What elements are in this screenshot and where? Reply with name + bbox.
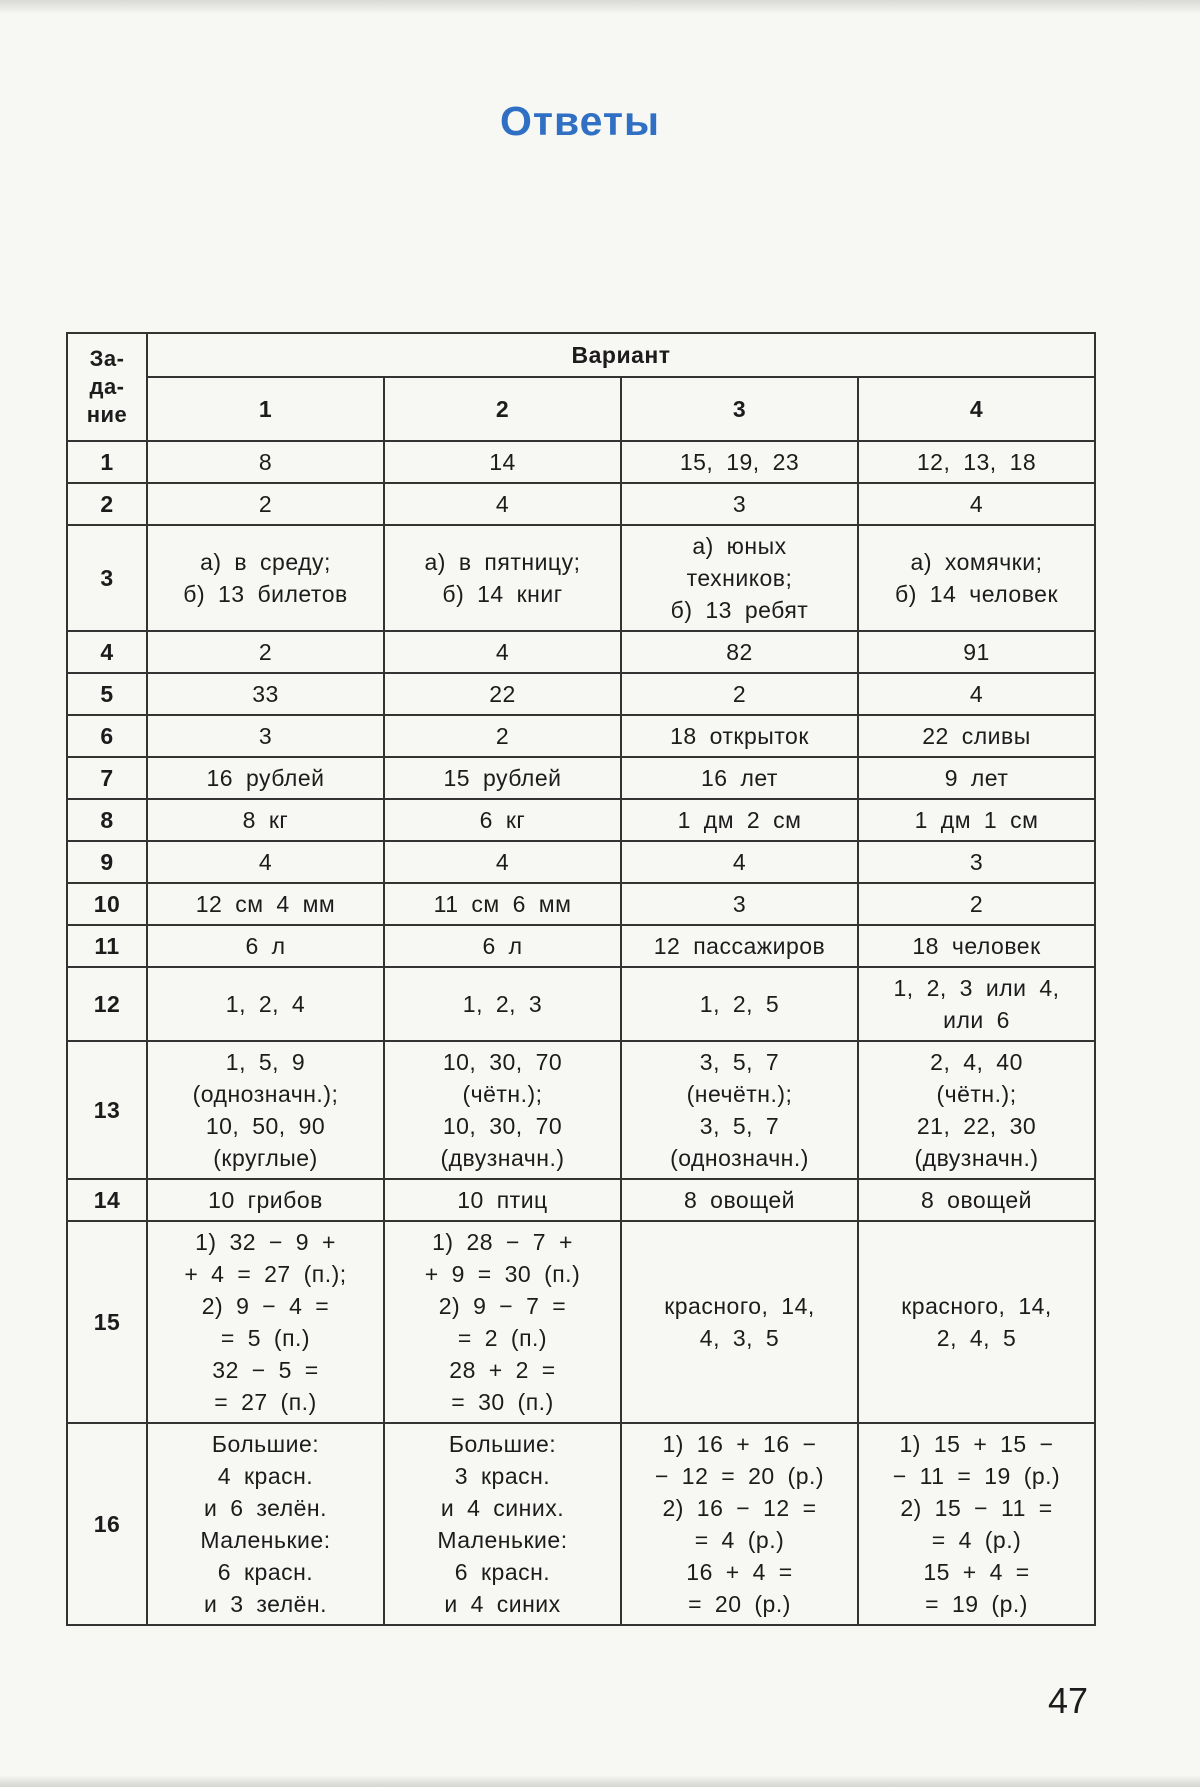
answer-cell-variant-4 [858, 967, 1095, 1041]
corner-header-line: За- [89, 346, 125, 371]
answer-cell-variant-1 [147, 925, 384, 967]
variant-header-3: 3 [621, 377, 858, 441]
answer-line: 14 [489, 449, 516, 475]
answer-line: 15 + 4 = [923, 1559, 1030, 1585]
answer-line: 8 кг [242, 807, 289, 833]
task-number-cell: 1 [67, 441, 147, 483]
answer-cell-variant-2 [384, 925, 621, 967]
task-number-cell: 16 [67, 1423, 147, 1625]
answer-line: 2, 4, 40 [930, 1049, 1023, 1075]
page-number: 47 [1047, 1680, 1088, 1721]
answer-line: 1 дм 2 см [677, 807, 802, 833]
answer-line: 12, 13, 18 [916, 449, 1037, 475]
answer-cell-variant-3 [621, 1423, 858, 1625]
answer-cell-variant-3 [621, 715, 858, 757]
answer-line: 9 лет [944, 765, 1009, 791]
answer-cell-variant-3 [621, 967, 858, 1041]
answer-line: а) в пятницу; [424, 549, 581, 575]
answer-cell-variant-2 [384, 757, 621, 799]
table-body [67, 441, 1095, 1625]
answer-cell-variant-4 [858, 1423, 1095, 1625]
answer-cell-variant-3 [621, 841, 858, 883]
answer-line: = 4 (р.) [694, 1527, 785, 1553]
task-number-cell: 9 [67, 841, 147, 883]
answer-cell-variant-1 [147, 525, 384, 631]
answer-cell-variant-1 [147, 967, 384, 1041]
answer-line: = 5 (п.) [220, 1325, 311, 1351]
answer-line: 4 [258, 849, 273, 875]
answer-line: 4 [732, 849, 747, 875]
answer-line: 33 [252, 681, 279, 707]
answer-line: б) 13 ребят [670, 597, 809, 623]
answer-line: а) юных [692, 533, 787, 559]
task-number-cell: 15 [67, 1221, 147, 1423]
answer-cell-variant-2 [384, 441, 621, 483]
answer-line: 2) 9 − 7 = [438, 1293, 567, 1319]
table-row [67, 799, 1095, 841]
task-number-cell: 8 [67, 799, 147, 841]
answer-line: 3 [732, 491, 747, 517]
answer-cell-variant-4 [858, 841, 1095, 883]
answer-cell-variant-4 [858, 483, 1095, 525]
table-row [67, 483, 1095, 525]
answer-line: а) в среду; [200, 549, 331, 575]
answer-line: Большие: [448, 1431, 557, 1457]
answer-line: 91 [963, 639, 990, 665]
answer-line: и 3 зелён. [203, 1591, 328, 1617]
answer-line: 2, 4, 5 [936, 1325, 1017, 1351]
answer-line: красного, 14, [664, 1293, 815, 1319]
table-row [67, 631, 1095, 673]
answer-line: б) 13 билетов [183, 581, 348, 607]
answer-line: 3 [258, 723, 273, 749]
table-row [67, 525, 1095, 631]
answer-cell-variant-4 [858, 631, 1095, 673]
answer-cell-variant-1 [147, 673, 384, 715]
answer-line: и 4 синих. [440, 1495, 565, 1521]
answer-line: 15 рублей [443, 765, 562, 791]
answer-cell-variant-2 [384, 631, 621, 673]
answer-cell-variant-1 [147, 757, 384, 799]
answer-line: Маленькие: [437, 1527, 568, 1553]
answer-line: а) хомячки; [910, 549, 1043, 575]
answer-line: 3 [969, 849, 984, 875]
variant-group-header: Вариант [147, 333, 1095, 377]
answer-cell-variant-1 [147, 1221, 384, 1423]
table-row [67, 1221, 1095, 1423]
answer-line: и 4 синих [444, 1591, 561, 1617]
answer-line: 4 [969, 491, 984, 517]
answer-line: 6 л [482, 933, 523, 959]
task-number-cell: 4 [67, 631, 147, 673]
answer-cell-variant-1 [147, 1423, 384, 1625]
answer-line: б) 14 книг [442, 581, 563, 607]
answer-line: = 2 (п.) [457, 1325, 548, 1351]
variant-header-4: 4 [858, 377, 1095, 441]
answer-line: 2 [732, 681, 747, 707]
answer-line: 18 открыток [670, 723, 809, 749]
answer-line: 1, 2, 3 или 4, [893, 975, 1060, 1001]
answer-line: (однозначн.); [192, 1081, 339, 1107]
task-column-header [67, 333, 147, 441]
answer-line: (нечётн.); [686, 1081, 793, 1107]
answer-line: 10, 50, 90 [205, 1113, 326, 1139]
answer-cell-variant-2 [384, 1041, 621, 1179]
variant-header-2: 2 [384, 377, 621, 441]
answer-cell-variant-4 [858, 1179, 1095, 1221]
answer-line: 4 [495, 849, 510, 875]
answer-line: 1 дм 1 см [914, 807, 1039, 833]
answer-line: 1, 2, 3 [462, 991, 543, 1017]
answer-line: 1) 32 − 9 + [195, 1229, 336, 1255]
answer-line: 21, 22, 30 [916, 1113, 1037, 1139]
answer-line: красного, 14, [901, 1293, 1052, 1319]
answer-line: − 12 = 20 (р.) [654, 1463, 825, 1489]
answer-line: 4 [495, 639, 510, 665]
task-number-cell: 14 [67, 1179, 147, 1221]
answer-line: 11 см 6 мм [433, 891, 572, 917]
answer-cell-variant-4 [858, 1221, 1095, 1423]
answer-line: 2) 9 − 4 = [201, 1293, 330, 1319]
table-row [67, 1041, 1095, 1179]
table-row [67, 925, 1095, 967]
answer-cell-variant-2 [384, 1179, 621, 1221]
answer-line: 6 красн. [454, 1559, 551, 1585]
answer-line: б) 14 человек [895, 581, 1059, 607]
header-row-variants [67, 377, 1095, 441]
answer-line: 2) 16 − 12 = [662, 1495, 817, 1521]
answer-line: (чётн.); [462, 1081, 543, 1107]
table-row [67, 841, 1095, 883]
answer-cell-variant-4 [858, 673, 1095, 715]
answer-line: 22 сливы [922, 723, 1031, 749]
answer-line: 4 красн. [217, 1463, 314, 1489]
answer-line: 12 см 4 мм [195, 891, 336, 917]
answer-line: 16 лет [701, 765, 778, 791]
answer-line: 10, 30, 70 [442, 1113, 563, 1139]
answer-cell-variant-4 [858, 757, 1095, 799]
table-header [67, 333, 1095, 441]
answer-line: 4 [495, 491, 510, 517]
answer-line: = 30 (п.) [451, 1389, 554, 1415]
table-row [67, 673, 1095, 715]
table-row [67, 967, 1095, 1041]
corner-header-line: ние [86, 402, 128, 427]
task-number-cell: 5 [67, 673, 147, 715]
answer-cell-variant-3 [621, 673, 858, 715]
answer-line: Маленькие: [200, 1527, 331, 1553]
answer-line: 22 [489, 681, 516, 707]
task-number-cell: 7 [67, 757, 147, 799]
answer-line: + 4 = 27 (п.); [184, 1261, 347, 1287]
answer-cell-variant-2 [384, 1423, 621, 1625]
answer-line: 1) 15 + 15 − [899, 1431, 1054, 1457]
answer-line: 3 красн. [454, 1463, 551, 1489]
answer-cell-variant-2 [384, 841, 621, 883]
task-number-cell: 11 [67, 925, 147, 967]
answer-cell-variant-3 [621, 441, 858, 483]
answer-line: 8 [258, 449, 273, 475]
answer-cell-variant-3 [621, 1041, 858, 1179]
answer-cell-variant-4 [858, 1041, 1095, 1179]
answer-cell-variant-3 [621, 525, 858, 631]
answer-line: = 27 (п.) [214, 1389, 317, 1415]
answer-line: 2) 15 − 11 = [900, 1495, 1053, 1521]
answer-cell-variant-2 [384, 883, 621, 925]
answer-cell-variant-2 [384, 715, 621, 757]
answer-line: или 6 [943, 1007, 1010, 1033]
answer-cell-variant-1 [147, 883, 384, 925]
answer-line: 1) 16 + 16 − [662, 1431, 817, 1457]
answer-line: 2 [495, 723, 510, 749]
task-number-cell: 10 [67, 883, 147, 925]
answer-line: 10, 30, 70 [442, 1049, 563, 1075]
task-number-cell: 2 [67, 483, 147, 525]
answer-cell-variant-1 [147, 715, 384, 757]
answer-line: 16 + 4 = [686, 1559, 793, 1585]
answer-cell-variant-1 [147, 1041, 384, 1179]
answer-line: 6 кг [479, 807, 526, 833]
answer-line: 10 птиц [457, 1187, 548, 1213]
answer-cell-variant-1 [147, 841, 384, 883]
table-row [67, 1423, 1095, 1625]
answer-line: (круглые) [213, 1145, 318, 1171]
answer-line: (однозначн.) [670, 1145, 809, 1171]
answer-cell-variant-3 [621, 483, 858, 525]
answer-line: 12 пассажиров [653, 933, 826, 959]
answer-line: 1, 5, 9 [225, 1049, 306, 1075]
answer-cell-variant-2 [384, 673, 621, 715]
answer-line: = 19 (р.) [925, 1591, 1028, 1617]
answer-line: 18 человек [912, 933, 1041, 959]
answer-cell-variant-3 [621, 1179, 858, 1221]
answer-cell-variant-3 [621, 1221, 858, 1423]
page-bottom-edge [0, 1775, 1200, 1787]
task-number-cell: 13 [67, 1041, 147, 1179]
corner-header-line: да- [89, 374, 125, 399]
answer-line: техников; [686, 565, 793, 591]
answer-cell-variant-2 [384, 483, 621, 525]
answer-line: + 9 = 30 (п.) [424, 1261, 581, 1287]
task-number-cell: 3 [67, 525, 147, 631]
table-row [67, 757, 1095, 799]
answer-line: 1, 2, 5 [699, 991, 780, 1017]
answer-cell-variant-4 [858, 799, 1095, 841]
answers-table [66, 332, 1096, 1626]
answer-line: (двузначн.) [914, 1145, 1039, 1171]
table-row [67, 441, 1095, 483]
answer-line: 4 [969, 681, 984, 707]
answer-line: 3 [732, 891, 747, 917]
answer-cell-variant-4 [858, 883, 1095, 925]
answer-cell-variant-1 [147, 799, 384, 841]
answer-line: 1) 28 − 7 + [432, 1229, 573, 1255]
answer-line: = 20 (р.) [688, 1591, 791, 1617]
task-number-cell: 12 [67, 967, 147, 1041]
answer-line: 1, 2, 4 [225, 991, 306, 1017]
answer-cell-variant-3 [621, 925, 858, 967]
answer-line: 8 овощей [683, 1187, 796, 1213]
table-row [67, 715, 1095, 757]
answer-line: 2 [258, 491, 273, 517]
table-row [67, 1179, 1095, 1221]
variant-header-1: 1 [147, 377, 384, 441]
answer-cell-variant-1 [147, 441, 384, 483]
answer-line: 3, 5, 7 [699, 1113, 780, 1139]
answer-cell-variant-4 [858, 525, 1095, 631]
answer-cell-variant-3 [621, 631, 858, 673]
page-title: Ответы [500, 98, 660, 144]
answer-line: 3, 5, 7 [699, 1049, 780, 1075]
answer-line: (чётн.); [936, 1081, 1017, 1107]
answer-line: = 4 (р.) [931, 1527, 1022, 1553]
answer-cell-variant-2 [384, 799, 621, 841]
page-top-edge [0, 0, 1200, 14]
answer-line: 2 [258, 639, 273, 665]
answer-line: и 6 зелён. [203, 1495, 328, 1521]
answer-line: − 11 = 19 (р.) [892, 1463, 1061, 1489]
answer-line: 32 − 5 = [212, 1357, 319, 1383]
answer-line: 82 [726, 639, 753, 665]
answer-line: 15, 19, 23 [679, 449, 800, 475]
table-row [67, 883, 1095, 925]
answer-line: 6 красн. [217, 1559, 314, 1585]
answer-line: 2 [969, 891, 984, 917]
answer-cell-variant-3 [621, 883, 858, 925]
answer-line: (двузначн.) [440, 1145, 565, 1171]
answer-cell-variant-3 [621, 757, 858, 799]
answer-cell-variant-1 [147, 631, 384, 673]
answer-line: 4, 3, 5 [699, 1325, 780, 1351]
answer-line: 16 рублей [206, 765, 325, 791]
task-number-cell: 6 [67, 715, 147, 757]
header-row-group [67, 333, 1095, 377]
answer-cell-variant-4 [858, 925, 1095, 967]
answer-cell-variant-4 [858, 715, 1095, 757]
answer-cell-variant-2 [384, 1221, 621, 1423]
answer-cell-variant-2 [384, 967, 621, 1041]
answer-line: 8 овощей [921, 1187, 1033, 1213]
answer-line: 10 грибов [208, 1187, 323, 1213]
answer-cell-variant-1 [147, 1179, 384, 1221]
answer-cell-variant-1 [147, 483, 384, 525]
answer-line: 28 + 2 = [449, 1357, 556, 1383]
answer-cell-variant-4 [858, 441, 1095, 483]
answer-cell-variant-3 [621, 799, 858, 841]
answer-cell-variant-2 [384, 525, 621, 631]
answer-line: Большие: [211, 1431, 320, 1457]
answer-line: 6 л [245, 933, 286, 959]
